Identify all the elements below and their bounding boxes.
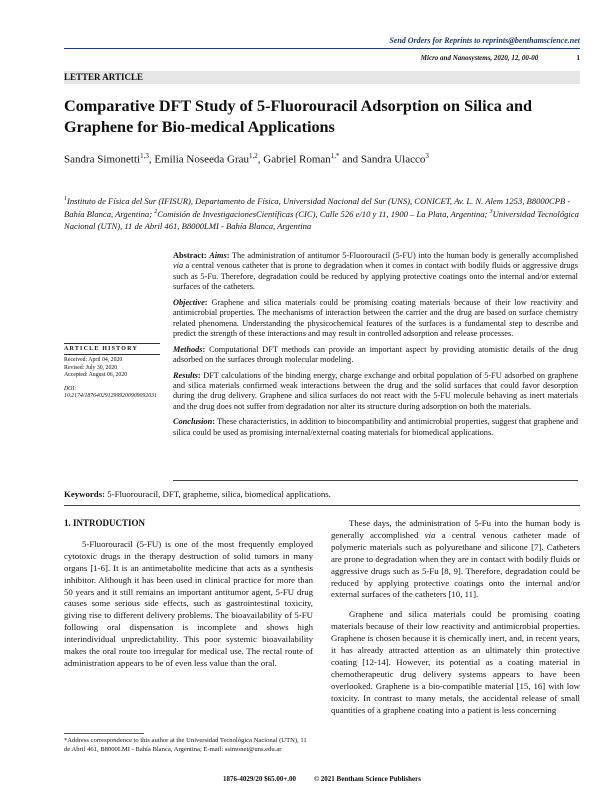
abstract-divider (173, 480, 578, 481)
page-number: 1 (576, 54, 580, 62)
abstract-results: Results: DFT calculations of the binding energy, charge exchange and orbital population of 5-FU adsorbed on graphene and silica materials confirmed weak interactions between the drug and the solid surfaces that could favor desorption during the drug delivery. Graphene and silica surfaces do not react with the 5-FU molecule behaving as inert materials and the drug does not suffer from degradation nor alter its structure during adsorption on both the materials. (173, 370, 579, 411)
author-name: Sandra Ulacco (360, 153, 426, 166)
article-history (64, 357, 168, 401)
abstract-objective: Objective: Graphene and silica materials could be promising coating materials because of their low reactivity and antimicrobial properties. The mechanisms of interaction between the carrier and the drug are based on surface chemistry related phenomena. Understanding the physicochemical features of the surfaces is a fundamental step to describe and predict the strength of these interactions and may result in controlled adsorption and release processes. (173, 297, 578, 339)
abstract-conclusion: Conclusion: These characteristics, in addition to biocompatibility and antimicrobial properties, suggest that graphene and silica could be used as promising internal/external coating materials for biomedical applications. (173, 417, 578, 437)
author-affil-sup: 1,2 (249, 152, 258, 160)
footnote-divider (64, 733, 144, 734)
keywords-divider (64, 505, 580, 506)
reprint-notice-bar (64, 36, 580, 49)
affiliation-1: Instituto de Física del Sur (IFISUR), Departamento de Física, Universidad Nacional del Sur (UNS), CONICET, Av. L. N. Alem 1253, B8000CPB - Bahía Blanca, Argentina; (64, 195, 571, 220)
doi-label: DOI: (64, 385, 77, 392)
body-paragraph: Graphene and silica materials could be promising coating materials because of their low reactivity and antimicrobial properties. Graphene is chosen because it is chemically inert, and, in recent years, it has already attracted attention as an ultimately thin protective coating [12-14]. However, its potential as a coating material in chemotherapeutic drug delivery systems appears to have been overlooked. Graphene is a bio-compatible material [15, 16] with low toxicity. In contrast to many metals, the accidental release of small quantities of a graphene coating into a patient is less concerning (331, 609, 580, 715)
abstract (173, 251, 578, 443)
author-name: Emilia Noseeda Grau (154, 153, 250, 166)
body-paragraph: 5-Fluorouracil (5-FU) is one of the most frequently employed cytotoxic drugs in the therapy destruction of solid tumors in many organs [1-6]. It is an antimetabolite medicine that acts as a synthesis inhibitor. Although it has been used in clinical practice for more than 50 years and it still remains an important antitumor agent, 5-FU drug causes some serious side effects, such as gastrointestinal toxicity, giving rise to different delivery problems. The bioavailability of 5-FU following oral dispensation is incomplete and shows high interindividual unpredictability. This poor systemic bioavailability makes the oral route too irregular for medical use. The rectal route of administration appears to be of even less value than the oral. (64, 538, 313, 668)
running-head (64, 54, 580, 66)
article-type-banner (64, 71, 580, 84)
doi-link[interactable]: 10.2174/1876402912999200909092031 (64, 393, 157, 400)
article-type: LETTER ARTICLE (64, 72, 143, 82)
page-footer (64, 775, 580, 783)
body-column-left (64, 518, 313, 670)
section-heading: 1. INTRODUCTION (64, 518, 146, 528)
affiliations: $^1$Instituto de Física del Sur (IFISUR), Departamento de Física, Universidad Nacional del Sur (UNS), CONICET, Av. L. N. Alem 1253, B8000CPB - Bahía Blanca, Argentina; $^2$Comisión de InvestigacionesCientíficas (CIC), Calle 526 e/10 y 11, 1900 – La Plata, Argentina; $^3$Universidad Tecnológica Nacional (UTN), 11 de Abril 461, B8000LMI - Bahía Blanca, Argentina (64, 195, 579, 231)
affiliation-3: Universidad Tecnológica Nacional (UTN), 11 de Abril 461, B8000LMI - Bahía Blanca, Argentina (64, 209, 579, 231)
issn-price: 1876-4029/20 $65.00+.00 (223, 775, 297, 783)
author-affil-sup: 3 (425, 152, 429, 160)
paper-title: Comparative DFT Study of 5-Fluorouracil Adsorption on Silica and Graphene for Bio-medical Applications (64, 97, 532, 136)
reprint-notice: Send Orders for Reprints to reprints@benthamscience.net (389, 36, 580, 45)
copyright: © 2021 Bentham Science Publishers (313, 775, 421, 783)
author-affil-sup: 1,3 (140, 152, 149, 160)
accepted-date: Accepted: August 06, 2020 (64, 372, 128, 379)
author-name: Gabriel Roman (263, 153, 331, 166)
received-date: Received: April 04, 2020 (64, 357, 123, 363)
abstract-aims: Abstract: Aims: The administration of antitumor 5-Fluorouracil (5-FU) into the human body is generally accomplished via a central venous catheter that is prone to degradation when it comes in contact with bodily fluids or aggressive drugs such as 5-Fu. Therefore, degradation could be reduced by applying protective coatings onto the internal and/or external surfaces of the catheters. (173, 251, 579, 292)
revised-date: Revised: July 30, 2020 (64, 364, 118, 371)
author-affil-sup: 1,* (330, 152, 340, 160)
journal-citation: Micro and Nanosystems, 2020, 12, 00-00 (420, 54, 539, 62)
keywords (64, 489, 580, 499)
article-history-heading: ARTICLE HISTORY (64, 343, 160, 355)
author-list: Sandra Simonetti$^{1,3}$, Emilia Noseeda Grau$^{1,2}$, Gabriel Roman$^{1,*}$ and Sandra Ulacco$^3$ (64, 152, 429, 166)
correspondence-footnote: *Address correspondence to this author at the Universidad Tecnológica Nacional (UTN), 11 de Abril 461, B8000LMI - Bahía Blanca, Argentina; E-mail: ssimonet@uns.edu.ar (64, 737, 307, 753)
author-name: Sandra Simonetti (64, 153, 141, 166)
abstract-methods: Methods: Computational DFT methods can provide an important aspect by providing atomistic details of the drug adsorbed on the surfaces through molecular modeling. (173, 344, 578, 365)
keywords-text: 5-Fluorouracil, DFT, grapheme, silica, biomedical applications. (107, 489, 331, 499)
body-paragraph: These days, the administration of 5-Fu into the human body is generally accomplished via a central venous catheter made of polymeric materials such as polyurethane and silicone [7]. Catheters are prone to degradation when they are in contact with bodily fluids or aggressive drugs such as 5-Fu [8, 9]. Therefore, degradation could be reduced by applying protective coatings onto the internal and/or external surfaces of the catheters [10, 11]. (331, 518, 581, 600)
body-column-right (331, 518, 580, 717)
affiliation-2: Comisión de InvestigacionesCientíficas (CIC), Calle 526 e/10 y 11, 1900 – La Plata, Argentina; (157, 209, 488, 220)
keywords-label: Keywords: (64, 489, 106, 499)
